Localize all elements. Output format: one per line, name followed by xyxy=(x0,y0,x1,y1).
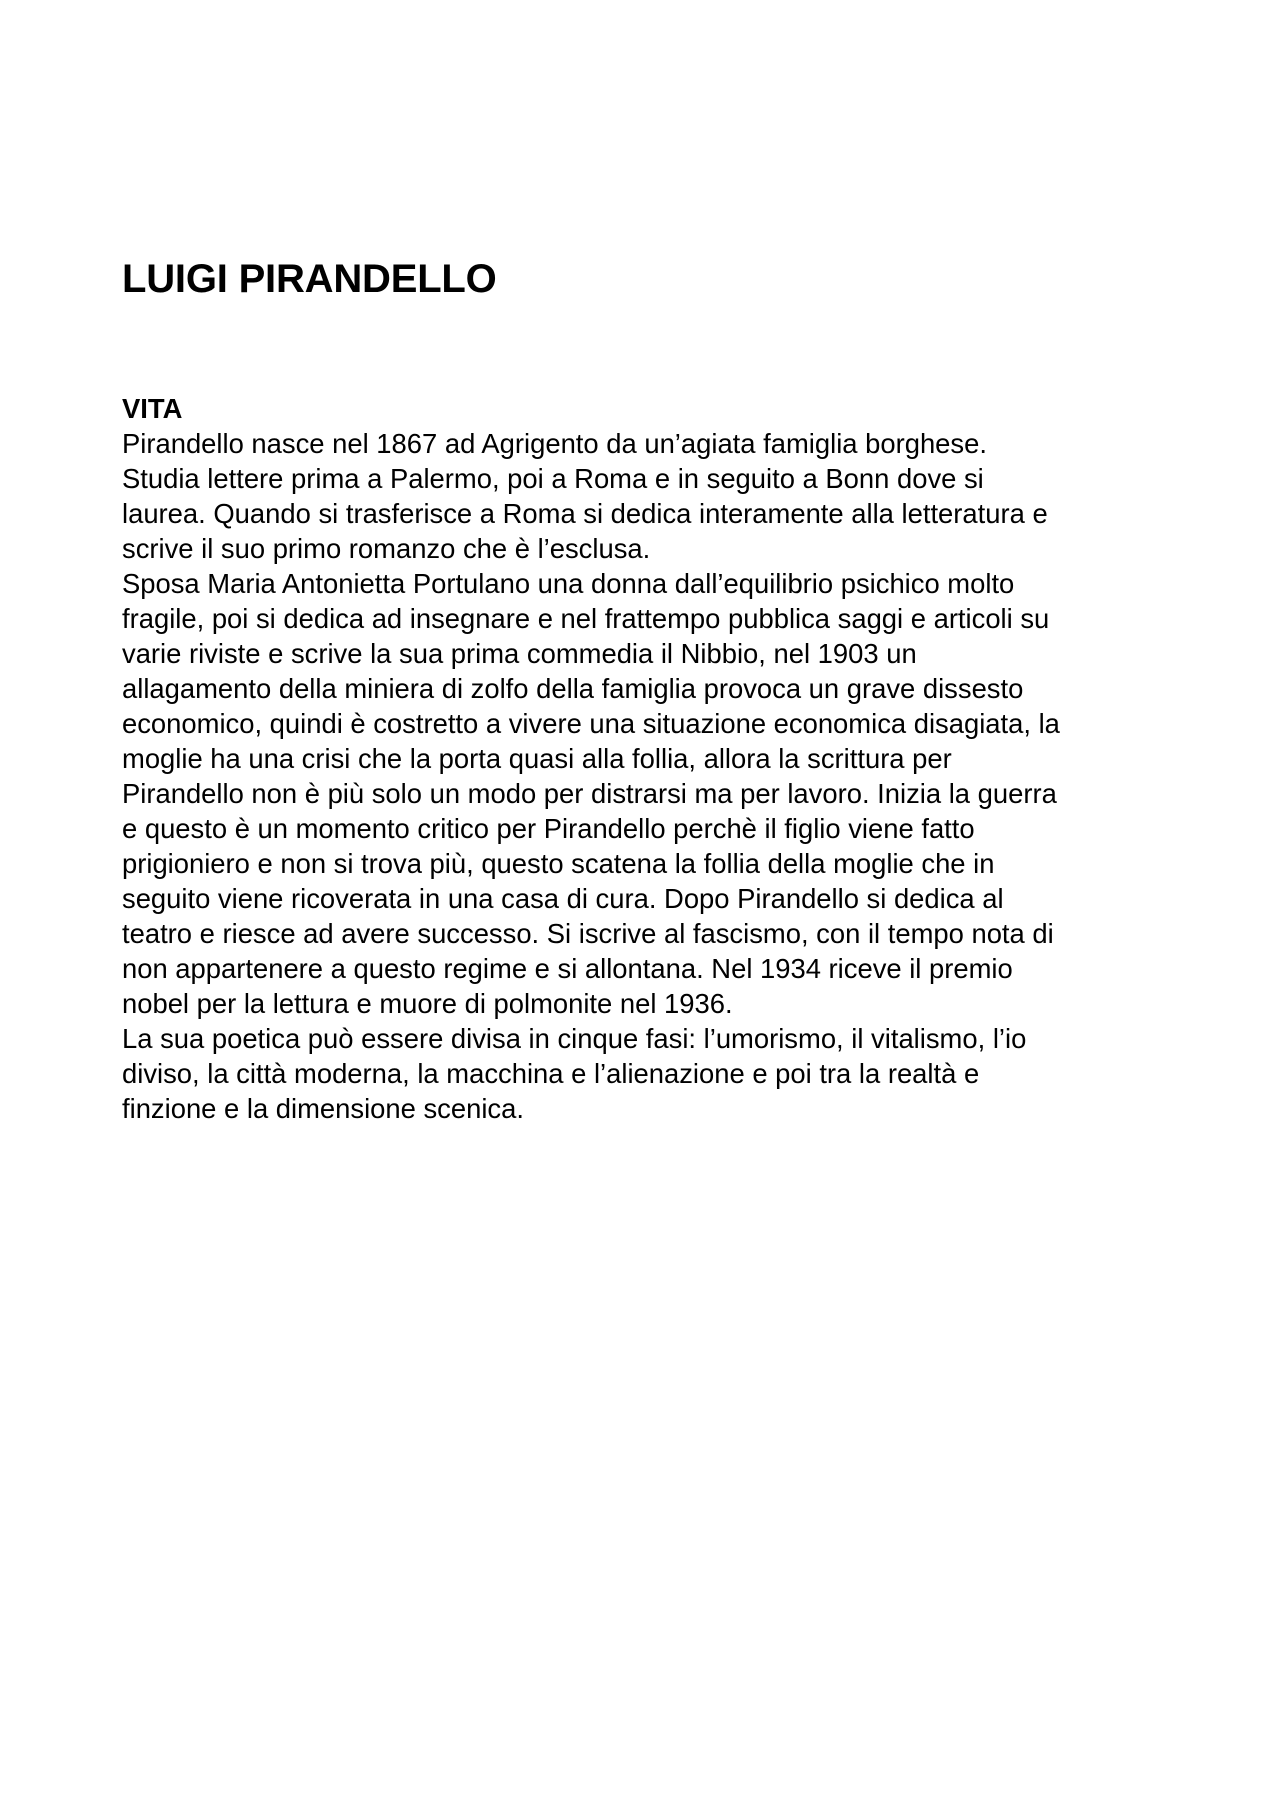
body-line: Pirandello nasce nel 1867 ad Agrigento da un’agiata famiglia borghese. xyxy=(122,428,987,459)
body-line: Studia lettere prima a Palermo, poi a Roma e in seguito a Bonn dove si xyxy=(122,463,984,494)
body-line: Sposa Maria Antonietta Portulano una donna dall’equilibrio psichico molto xyxy=(122,568,1015,599)
body-line: teatro e riesce ad avere successo. Si iscrive al fascismo, con il tempo nota di xyxy=(122,918,1054,949)
document-title: LUIGI PIRANDELLO xyxy=(122,257,497,301)
body-line: diviso, la città moderna, la macchina e l’alienazione e poi tra la realtà e xyxy=(122,1058,980,1089)
body-line: nobel per la lettura e muore di polmonite nel 1936. xyxy=(122,988,733,1019)
body-line: finzione e la dimensione scenica. xyxy=(122,1093,524,1124)
body-line: non appartenere a questo regime e si allontana. Nel 1934 riceve il premio xyxy=(122,953,1013,984)
body-line: e questo è un momento critico per Pirandello perchè il figlio viene fatto xyxy=(122,813,975,844)
body-line: allagamento della miniera di zolfo della famiglia provoca un grave dissesto xyxy=(122,673,1024,704)
body-line: fragile, poi si dedica ad insegnare e nel frattempo pubblica saggi e articoli su xyxy=(122,603,1050,634)
body-line: La sua poetica può essere divisa in cinque fasi: l’umorismo, il vitalismo, l’io xyxy=(122,1023,1027,1054)
body-line: scrive il suo primo romanzo che è l’esclusa. xyxy=(122,533,651,564)
body-line: Pirandello non è più solo un modo per distrarsi ma per lavoro. Inizia la guerra xyxy=(122,778,1057,809)
body-line: moglie ha una crisi che la porta quasi alla follia, allora la scrittura per xyxy=(122,743,952,774)
body-line: laurea. Quando si trasferisce a Roma si dedica interamente alla letteratura e xyxy=(122,498,1048,529)
body-line: prigioniero e non si trova più, questo scatena la follia della moglie che in xyxy=(122,848,995,879)
section-body xyxy=(122,426,1182,1126)
body-line: economico, quindi è costretto a vivere una situazione economica disagiata, la xyxy=(122,708,1060,739)
section-heading: VITA xyxy=(122,393,183,424)
body-line: varie riviste e scrive la sua prima commedia il Nibbio, nel 1903 un xyxy=(122,638,917,669)
body-line: seguito viene ricoverata in una casa di cura. Dopo Pirandello si dedica al xyxy=(122,883,1004,914)
section-vita xyxy=(122,391,1182,1126)
